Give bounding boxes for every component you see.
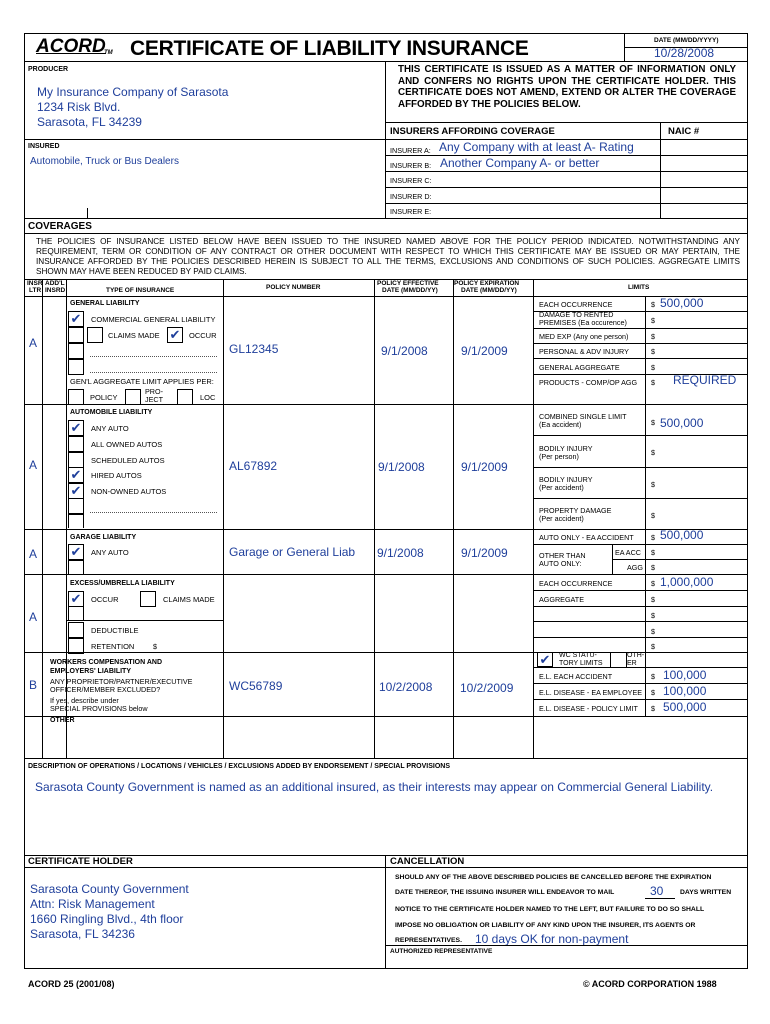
auto-heading: AUTOMOBILE LIABILITY: [70, 409, 153, 416]
deductible-label: DEDUCTIBLE: [91, 626, 139, 635]
cancellation-label: CANCELLATION: [390, 856, 465, 867]
auto-effective-date: 9/1/2008: [378, 460, 425, 474]
umbrella-occur-label: OCCUR: [91, 595, 119, 604]
auto-csl-value: 500,000: [660, 416, 704, 430]
checkmark-icon: ✔: [70, 420, 82, 435]
copyright: © ACORD CORPORATION 1988: [583, 979, 717, 989]
garage-ea-acc-label: EA ACC: [615, 548, 641, 557]
other-heading: OTHER: [50, 717, 75, 724]
description-label: DESCRIPTION OF OPERATIONS / LOCATIONS / VEHICLES / EXCLUSIONS ADDED BY ENDORSEMENT / SPECIAL PROVISIONS: [28, 763, 450, 770]
insurer-b-name: Another Company A- or better: [440, 156, 600, 170]
dollar-sign: $: [651, 363, 655, 372]
producer-line-2: 1234 Risk Blvd.: [37, 100, 121, 114]
agg-policy-checkbox[interactable]: [68, 389, 84, 405]
wc-statutory-label: WC STATU- TORY LIMITS: [559, 652, 603, 667]
col-policy-number: POLICY NUMBER: [266, 284, 321, 291]
cancel-line-1: SHOULD ANY OF THE ABOVE DESCRIBED POLICIES BE CANCELLED BEFORE THE EXPIRATION: [395, 874, 712, 881]
dollar-sign: $: [651, 672, 655, 681]
wc-heading: WORKERS COMPENSATION AND EMPLOYERS' LIABILITY: [50, 659, 162, 675]
garage-any-auto-label: ANY AUTO: [91, 548, 129, 557]
dollar-sign: $: [651, 688, 655, 697]
auto-pd-label: PROPERTY DAMAGE (Per accident): [539, 506, 612, 523]
any-auto-label: ANY AUTO: [91, 424, 129, 433]
gl-products-label: PRODUCTS - COMP/OP AGG: [539, 378, 638, 387]
cancel-line-2b: DAYS WRITTEN: [680, 889, 732, 896]
wc-effective-date: 10/2/2008: [379, 680, 433, 694]
insurer-b-label: INSURER B:: [390, 161, 432, 170]
garage-auto-only-value: 500,000: [660, 528, 704, 542]
umbrella-heading: EXCESS/UMBRELLA LIABILITY: [70, 580, 175, 587]
coverages-heading: COVERAGES: [28, 221, 92, 232]
checkmark-icon: ✔: [70, 591, 82, 606]
notice-text: THIS CERTIFICATE IS ISSUED AS A MATTER OF INFORMATION ONLY AND CONFERS NO RIGHTS UPON THE CERTIFICATE HOLDER. THIS CERTIFICATE DOES NOT AMEND, EXTEND OR ALTER THE COVERAGE AFFORDED BY THE POLICIES BELOW.: [398, 64, 736, 110]
dollar-sign: $: [651, 642, 655, 651]
checkmark-icon: ✔: [70, 544, 82, 559]
acord-logo-tm: TM: [104, 50, 113, 56]
claims-made-checkbox[interactable]: [87, 327, 103, 343]
dollar-sign: $: [651, 595, 655, 604]
gl-products-value: REQUIRED: [673, 373, 737, 387]
cancel-note: 10 days OK for non-payment: [475, 932, 629, 946]
dollar-sign: $: [651, 347, 655, 356]
umbrella-each-label: EACH OCCURRENCE: [539, 579, 613, 588]
holder-line-1: Sarasota County Government: [30, 882, 189, 896]
dollar-sign: $: [651, 378, 655, 387]
wc-each-accident-label: E.L. EACH ACCIDENT: [539, 672, 613, 681]
scheduled-checkbox[interactable]: [68, 452, 84, 468]
umbrella-blank-checkbox[interactable]: [68, 606, 84, 620]
all-owned-label: ALL OWNED AUTOS: [91, 440, 163, 449]
gl-blank-checkbox-2[interactable]: [68, 343, 84, 359]
dollar-sign: $: [651, 332, 655, 341]
insurer-e-label: INSURER E:: [390, 207, 432, 216]
holder-line-3: 1660 Ringling Blvd., 4th floor: [30, 912, 184, 926]
garage-heading: GARAGE LIABILITY: [70, 534, 137, 541]
description-text: Sarasota County Government is named as an additional insured, as their interests may appear on Commercial General Liability.: [35, 780, 714, 794]
col-expiration-1: POLICY EXPIRATION: [454, 280, 520, 287]
wc-expiration-date: 10/2/2009: [460, 681, 514, 695]
dollar-sign: $: [651, 627, 655, 636]
wc-policy-limit-label: E.L. DISEASE - POLICY LIMIT: [539, 704, 638, 713]
umbrella-agg-label: AGGREGATE: [539, 595, 584, 604]
authorized-representative-label: AUTHORIZED REPRESENTATIVE: [390, 948, 493, 955]
agg-loc-label: LOC: [200, 393, 216, 402]
agg-project-checkbox[interactable]: [125, 389, 141, 405]
col-addl: ADD'L: [45, 280, 65, 287]
gl-insurer-letter: A: [29, 336, 38, 350]
checkmark-icon: ✔: [70, 311, 82, 326]
wc-ea-employee-label: E.L. DISEASE - EA EMPLOYEE: [539, 688, 643, 697]
col-ltr: LTR: [29, 287, 42, 294]
occur-label: OCCUR: [189, 331, 217, 340]
garage-blank-checkbox[interactable]: [68, 560, 84, 574]
date-label: DATE (MM/DD/YYYY): [654, 37, 719, 44]
retention-label: RETENTION: [91, 642, 135, 651]
gl-blank-checkbox-1[interactable]: [68, 327, 84, 343]
all-owned-checkbox[interactable]: [68, 436, 84, 452]
gl-personal-label: PERSONAL & ADV INJURY: [539, 347, 629, 356]
umbrella-claims-checkbox[interactable]: [140, 591, 156, 607]
wc-ea-employee-value: 100,000: [663, 684, 707, 698]
checkmark-icon: ✔: [70, 467, 82, 482]
insurer-a-name: Any Company with at least A- Rating: [439, 140, 634, 154]
holder-line-4: Sarasota, FL 34236: [30, 927, 135, 941]
naic-heading: NAIC #: [668, 126, 700, 137]
form-title: CERTIFICATE OF LIABILITY INSURANCE: [130, 37, 529, 60]
wc-insurer-letter: B: [29, 678, 38, 692]
wc-policy-number: WC56789: [229, 679, 283, 693]
gl-each-occurrence-value: 500,000: [660, 296, 704, 310]
agg-loc-checkbox[interactable]: [177, 389, 193, 405]
agg-policy-label: POLICY: [90, 393, 118, 402]
dollar-sign: $: [651, 548, 655, 557]
dollar-sign: $: [651, 448, 655, 457]
auto-expiration-date: 9/1/2009: [461, 460, 508, 474]
col-effective-2: DATE (MM/DD/YY): [382, 287, 438, 294]
cancel-line-3: NOTICE TO THE CERTIFICATE HOLDER NAMED TO THE LEFT, BUT FAILURE TO DO SO SHALL: [395, 906, 705, 913]
coverages-text: THE POLICIES OF INSURANCE LISTED BELOW HAVE BEEN ISSUED TO THE INSURED NAMED ABOVE FOR THE POLICY PERIOD INDICATED. NOTWITHSTANDING ANY REQUIREMENT, TERM OR CONDITION OF ANY CONTRACT OR OTHER DOCUMENT WITH RESPECT TO WHICH THIS CERTIFICATE MAY BE ISSUED OR MAY PERTAIN, THE INSURANCE AFFORDED BY THE POLICIES DESCRIBED HEREIN IS SUBJECT TO ALL THE TERMS, EXCLUSIONS AND CONDITIONS OF SUCH POLICIES. AGGREGATE LIMITS SHOWN MAY HAVE BEEN REDUCED BY PAID CLAIMS.: [36, 237, 740, 276]
certificate-date: 10/28/2008: [654, 46, 715, 60]
dollar-sign: $: [651, 533, 655, 542]
garage-agg-label: AGG: [627, 563, 643, 572]
col-effective-1: POLICY EFFECTIVE: [377, 280, 439, 287]
dollar-sign: $: [651, 563, 655, 572]
garage-effective-date: 9/1/2008: [377, 546, 424, 560]
deductible-checkbox[interactable]: [68, 622, 84, 638]
gl-general-agg-label: GENERAL AGGREGATE: [539, 363, 620, 372]
claims-made-label: CLAIMS MADE: [108, 331, 160, 340]
hired-label: HIRED AUTOS: [91, 471, 142, 480]
form-frame: [24, 33, 748, 969]
umbrella-each-value: 1,000,000: [660, 575, 714, 589]
agg-project-label: PRO- JECT: [145, 387, 163, 404]
holder-label: CERTIFICATE HOLDER: [28, 856, 133, 867]
garage-auto-only-label: AUTO ONLY - EA ACCIDENT: [539, 533, 634, 542]
cancel-line-4: IMPOSE NO OBLIGATION OR LIABILITY OF ANY KIND UPON THE INSURER, ITS AGENTS OR: [395, 922, 696, 929]
checkmark-icon: ✔: [70, 483, 82, 498]
agg-applies-label: GEN'L AGGREGATE LIMIT APPLIES PER:: [70, 377, 214, 386]
dollar-sign: $: [651, 418, 655, 427]
insured-label: INSURED: [28, 143, 60, 150]
producer-line-3: Sarasota, FL 34239: [37, 115, 142, 129]
dollar-sign: $: [651, 511, 655, 520]
gl-med-exp-label: MED EXP (Any one person): [539, 332, 629, 341]
auto-bi-person-label: BODILY INJURY (Per person): [539, 444, 593, 461]
umbrella-insurer-letter: A: [29, 610, 38, 624]
gl-heading: GENERAL LIABILITY: [70, 300, 140, 307]
dollar-sign: $: [651, 611, 655, 620]
dollar-sign: $: [651, 704, 655, 713]
cgl-label: COMMERCIAL GENERAL LIABILITY: [91, 315, 216, 324]
wc-each-accident-value: 100,000: [663, 668, 707, 682]
col-limits: LIMITS: [628, 284, 650, 291]
scheduled-label: SCHEDULED AUTOS: [91, 456, 165, 465]
auto-insurer-letter: A: [29, 458, 38, 472]
insurer-a-label: INSURER A:: [390, 146, 431, 155]
col-type: TYPE OF INSURANCE: [106, 287, 175, 294]
auto-policy-number: AL67892: [229, 459, 278, 473]
col-insr: INSR: [27, 280, 43, 287]
cancel-line-2a: DATE THEREOF, THE ISSUING INSURER WILL ENDEAVOR TO MAIL: [395, 889, 615, 896]
insurer-d-label: INSURER D:: [390, 192, 432, 201]
gl-policy-number: GL12345: [229, 342, 279, 356]
acord-logo: ACORD: [36, 36, 106, 57]
gl-damage-label: DAMAGE TO RENTED PREMISES (Ea occurence): [539, 310, 627, 327]
insurers-heading: INSURERS AFFORDING COVERAGE: [390, 126, 555, 137]
wc-describe: If yes, describe under SPECIAL PROVISIONS below: [50, 696, 148, 713]
garage-other-label: OTHER THAN AUTO ONLY:: [539, 551, 586, 568]
gl-effective-date: 9/1/2008: [381, 344, 428, 358]
gl-blank-checkbox-3[interactable]: [68, 359, 84, 375]
dollar-sign: $: [651, 316, 655, 325]
wc-other-label: OTH- ER: [627, 652, 645, 667]
col-expiration-2: DATE (MM/DD/YY): [461, 287, 517, 294]
wc-question: ANY PROPRIETOR/PARTNER/EXECUTIVE OFFICER/MEMBER EXCLUDED?: [50, 677, 193, 694]
insured-name: Automobile, Truck or Bus Dealers: [30, 156, 179, 167]
form-number: ACORD 25 (2001/08): [28, 979, 115, 989]
auto-blank-checkbox-2[interactable]: [68, 514, 84, 528]
garage-expiration-date: 9/1/2009: [461, 546, 508, 560]
col-insrd: INSRD: [45, 287, 66, 294]
producer-label: PRODUCER: [28, 66, 69, 73]
cancel-line-5: REPRESENTATIVES.: [395, 937, 462, 944]
auto-blank-checkbox[interactable]: [68, 498, 84, 514]
cancel-days: 30: [650, 884, 664, 898]
dollar-sign: $: [153, 642, 157, 651]
gl-expiration-date: 9/1/2009: [461, 344, 508, 358]
wc-policy-limit-value: 500,000: [663, 700, 707, 714]
auto-csl-label: COMBINED SINGLE LIMIT (Ea accident): [539, 412, 627, 429]
dollar-sign: $: [651, 579, 655, 588]
non-owned-label: NON-OWNED AUTOS: [91, 487, 167, 496]
insurer-c-label: INSURER C:: [390, 176, 432, 185]
gl-each-occurrence-label: EACH OCCURRENCE: [539, 300, 613, 309]
garage-insurer-letter: A: [29, 547, 38, 561]
dollar-sign: $: [651, 480, 655, 489]
dollar-sign: $: [651, 300, 655, 309]
auto-bi-accident-label: BODILY INJURY (Per accident): [539, 475, 593, 492]
holder-line-2: Attn: Risk Management: [30, 897, 155, 911]
producer-line-1: My Insurance Company of Sarasota: [37, 85, 229, 99]
checkmark-icon: ✔: [539, 652, 551, 667]
garage-policy-number: Garage or General Liab: [229, 545, 356, 559]
umbrella-claims-label: CLAIMS MADE: [163, 595, 215, 604]
checkmark-icon: ✔: [169, 327, 181, 342]
